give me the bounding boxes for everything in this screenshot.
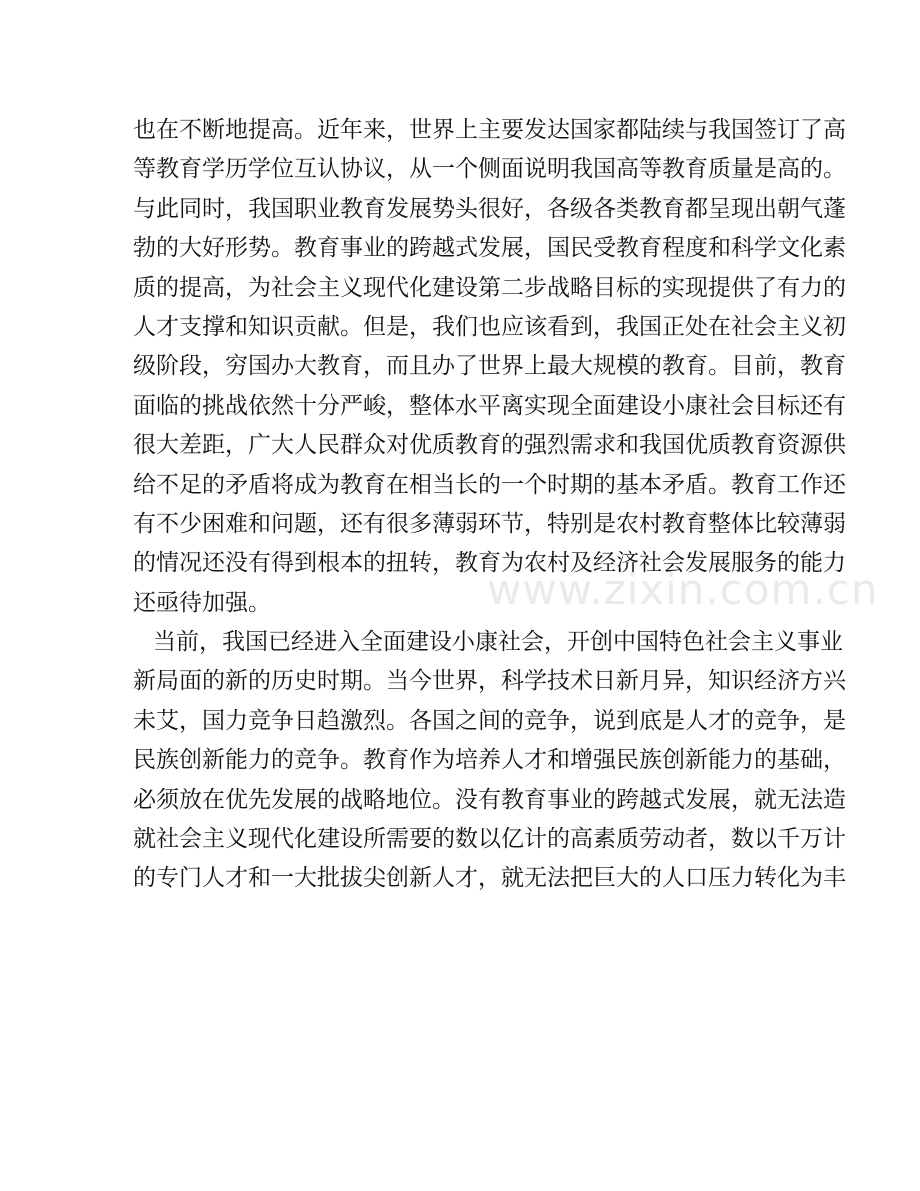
paragraph-2 — [133, 623, 846, 899]
text-line: 就社会主义现代化建设所需要的数以亿计的高素质劳动者，数以千万计 — [133, 826, 846, 853]
text-line: 勃的大好形势。教育事业的跨越式发展，国民受教育程度和科学文化素 — [133, 235, 846, 262]
text-line: 的情况还没有得到根本的扭转，教育为农村及经济社会发展服务的能力 — [133, 550, 846, 577]
text-line: 给不足的矛盾将成为教育在相当长的一个时期的基本矛盾。教育工作还 — [133, 471, 846, 498]
text-line: 有不少困难和问题，还有很多薄弱环节，特别是农村教育整体比较薄弱 — [133, 510, 846, 537]
text-line: 未艾，国力竞争日趋激烈。各国之间的竞争，说到底是人才的竞争，是 — [133, 707, 846, 734]
text-line: 还亟待加强。 — [133, 589, 271, 616]
text-line: 很大差距，广大人民群众对优质教育的强烈需求和我国优质教育资源供 — [133, 432, 846, 459]
text-line: 必须放在优先发展的战略地位。没有教育事业的跨越式发展，就无法造 — [133, 786, 846, 813]
text-line: 等教育学历学位互认协议，从一个侧面说明我国高等教育质量是高的。 — [133, 156, 846, 183]
text-line: 当前，我国已经进入全面建设小康社会，开创中国特色社会主义事业 — [153, 629, 843, 656]
text-line: 面临的挑战依然十分严峻，整体水平离实现全面建设小康社会目标还有 — [133, 392, 846, 419]
text-line: 与此同时，我国职业教育发展势头很好，各级各类教育都呈现出朝气蓬 — [133, 195, 846, 222]
text-line: 也在不断地提高。近年来，世界上主要发达国家都陆续与我国签订了高 — [133, 117, 846, 143]
text-line: 新局面的新的历史时期。当今世界，科学技术日新月异，知识经济方兴 — [133, 668, 846, 695]
body-text — [133, 111, 846, 899]
text-line: 的专门人才和一大批拔尖创新人才，就无法把巨大的人口压力转化为丰 — [133, 865, 846, 892]
text-line: 质的提高，为社会主义现代化建设第二步战略目标的实现提供了有力的 — [133, 274, 846, 301]
text-line: 民族创新能力的竞争。教育作为培养人才和增强民族创新能力的基础， — [133, 747, 846, 774]
text-line: 级阶段，穷国办大教育，而且办了世界上最大规模的教育。目前，教育 — [133, 353, 846, 380]
watermark: www.zixin.com.cn — [487, 565, 879, 614]
text-line: 人才支撑和知识贡献。但是，我们也应该看到，我国正处在社会主义初 — [133, 313, 846, 340]
paragraph-1 — [133, 111, 846, 623]
